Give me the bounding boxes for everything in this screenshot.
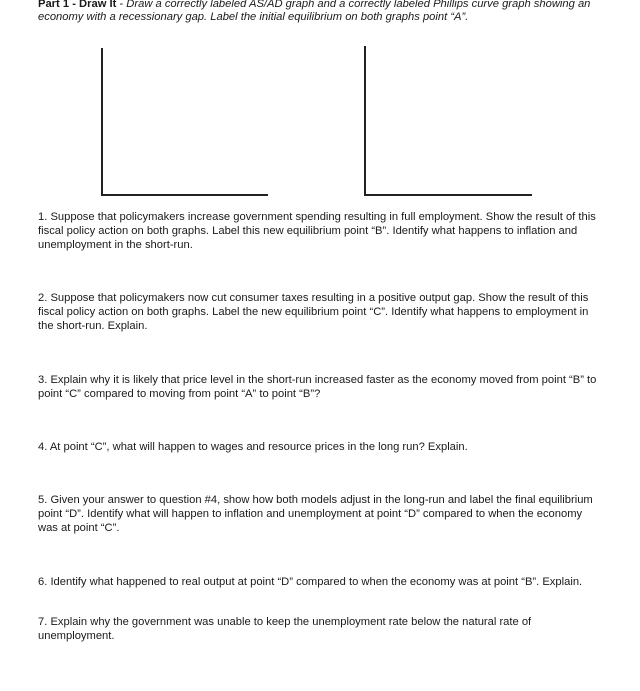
question-4: 4. At point “C”, what will happen to wages and resource prices in the long run? Explain. [38,441,468,453]
asad-y-axis [101,48,103,196]
question-2: 2. Suppose that policymakers now cut consumer taxes resulting in a positive output gap. Show the result of this fiscal policy action on both graphs. Label the new equilibrium point “C”. Identify what happens to employment in the short-run. Explain. [38,292,589,332]
question-1: 1. Suppose that policymakers increase government spending resulting in full employment. Show the result of this fiscal policy action on both graphs. Label this new equilibrium point “B”. Identify what happens to inflation and unemployment in the short-run. [38,211,596,251]
question-5: 5. Given your answer to question #4, show how both models adjust in the long-run and label the final equilibrium point “D”. Identify what will happen to inflation and unemployment at point “D” compared to when the economy was at point “C”. [38,494,593,534]
header-separator: - [116,0,127,10]
question-6: 6. Identify what happened to real output at point “D” compared to when the economy was at point “B”. Explain. [38,576,583,588]
drawing-instructions: Draw a correctly labeled AS/AD graph and a correctly labeled Phillips curve graph showing an economy with a recessionary gap. Label the initial equilibrium on both graphs point “A”. [38,0,591,23]
phillips-y-axis [364,46,366,196]
asad-x-axis [101,194,268,196]
question-3: 3. Explain why it is likely that price level in the short-run increased faster as the economy moved from point “B” to point “C” compared to moving from point “A” to point “B”? [38,374,597,400]
instructions-header [38,0,598,24]
phillips-x-axis [364,194,532,196]
part-label: Part 1 - Draw It [38,0,117,10]
question-7: 7. Explain why the government was unable to keep the unemployment rate below the natural rate of unemployment. [38,616,532,642]
